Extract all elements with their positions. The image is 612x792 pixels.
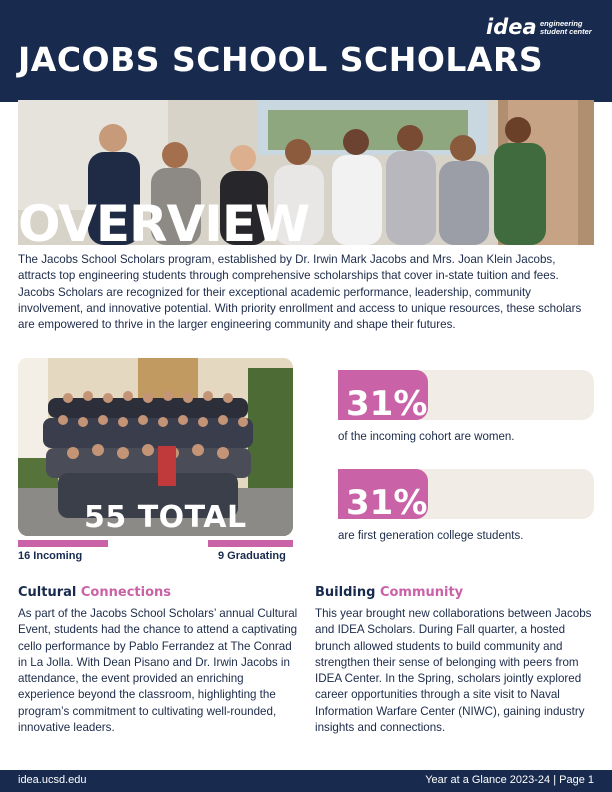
logo-word: idea [486,15,537,39]
stat-women-value: 31% [346,384,428,424]
footer-page: Year at a Glance 2023-24 | Page 1 [425,774,594,786]
logo-line-1: engineering [540,19,583,28]
incoming-bar [18,540,108,547]
community-heading [315,585,463,600]
stat-firstgen-value: 31% [346,483,428,523]
community-heading-a: Building [315,585,380,600]
cultural-heading-b: Connections [80,585,171,600]
total-count: 55 TOTAL [84,500,247,535]
incoming-label: 16 Incoming [18,550,83,562]
cultural-heading [18,585,171,600]
stat-firstgen-caption: are first generation college students. [338,530,524,542]
stat-women-caption: of the incoming cohort are women. [338,431,515,443]
cultural-body: As part of the Jacobs School Scholars’ annual Cultural Event, students had the chance to attend a captivating cello performance by Pablo Ferrandez at The Conrad in La Jolla. With Dean Pisano and Dr. Irwin Jacobs in attendance, the event provided an enriching experience beyond the classroom, highlighting the program’s commitment to cultivating well-rounded, innovative leaders. [18,607,298,735]
graduating-label: 9 Graduating [218,550,286,562]
logo-subtitle [540,20,592,36]
cultural-heading-a: Cultural [18,585,81,600]
overview-heading: OVERVIEW [18,195,310,253]
page-title: JACOBS SCHOOL SCHOLARS [18,40,544,79]
graduating-bar [208,540,293,547]
idea-logo [486,15,596,43]
intro-paragraph: The Jacobs School Scholars program, established by Dr. Irwin Mark Jacobs and Mrs. Joan Klein Jacobs, attracts top engineering students through comprehensive scholarships that cover in-state tuition and fees. Jacobs Scholars are recognized for their exceptional academic performance, leadership, community involvement, and innovative potential. With priority enrollment and access to unique resources, these scholars are empowered to thrive in the larger engineering community and shape their futures. [18,253,582,332]
stat-women-track [338,370,594,424]
community-heading-b: Community [379,585,464,600]
footer-url[interactable]: idea.ucsd.edu [18,774,87,786]
logo-line-2: student center [540,27,592,36]
community-body: This year brought new collaborations between Jacobs and IDEA Scholars. During Fall quarter, a hosted brunch allowed students to build community and strengthen their sense of belonging with peers from IDEA Center. In the Spring, scholars jointly explored career opportunities through a site visit to Naval Information Warfare Center (NIWC), gaining industry insights and connections. [315,607,592,735]
stat-firstgen-track [338,469,594,523]
